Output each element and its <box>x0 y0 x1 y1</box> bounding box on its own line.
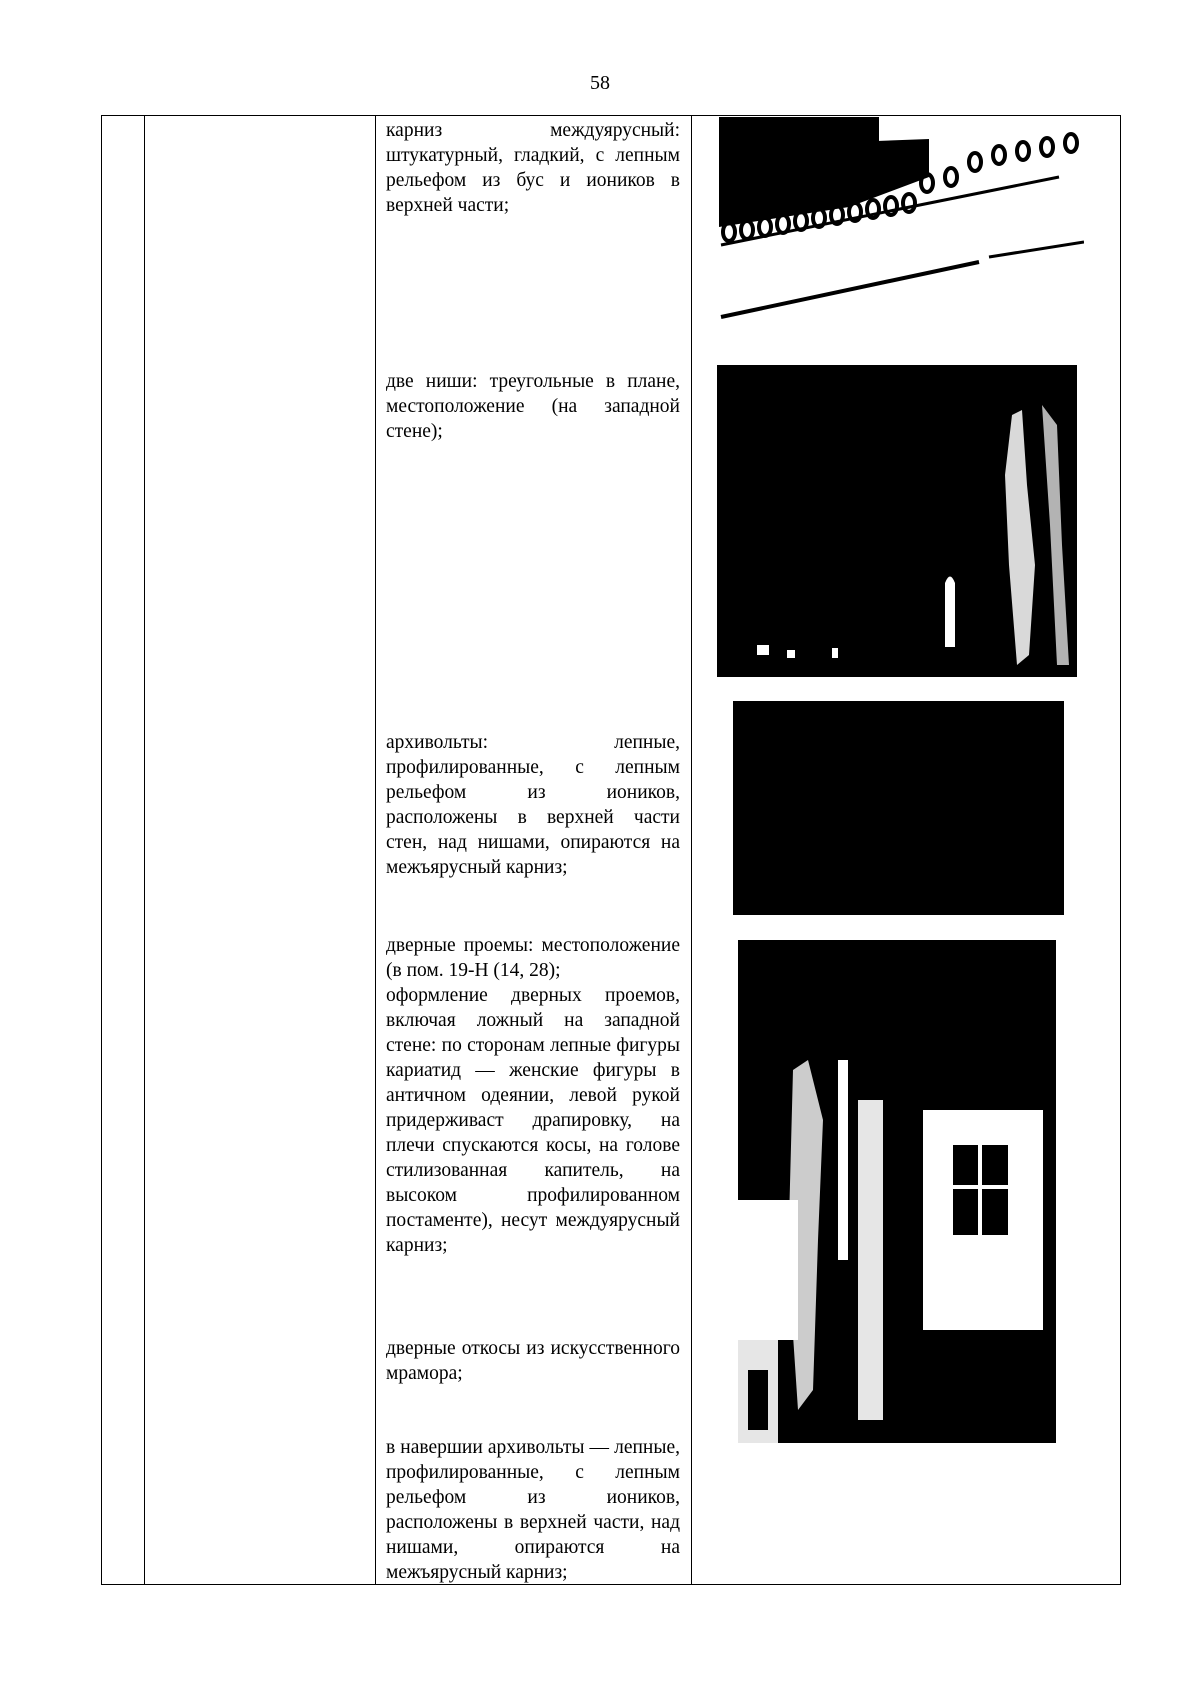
cornice-photo <box>719 117 1084 322</box>
doorway-photo <box>738 940 1056 1443</box>
item-archivolts-text: архивольты: лепные, профилированные, с лепным рельефом из иоников, расположены в верхней части стен, над нишами, опираются на межъярусный карниз; <box>386 732 680 878</box>
item-door-slopes-text: дверные откосы из искусственного мрамора; <box>386 1338 680 1384</box>
niche-photo <box>717 365 1077 677</box>
archivolt-photo <box>733 701 1064 915</box>
page-number: 58 <box>590 72 610 94</box>
item-cornice-text: карниз междуярусный: штукатурный, гладкий, с лепным рельефом из бус и иоников в верхней части; <box>386 120 680 216</box>
item-archivolt-top-text: в навершии архивольты — лепные, профилированные, с лепным рельефом из иоников, расположены в верхней части, над нишами, опираются на межъярусный карниз; <box>386 1437 680 1583</box>
column-divider <box>144 116 145 1584</box>
column-divider <box>375 116 376 1584</box>
column-divider <box>691 116 692 1584</box>
item-doorways-text: дверные проемы: местоположение (в пом. 19-Н (14, 28); оформление дверных проемов, включая ложный на западной стене: по сторонам лепные фигуры кариатид — женские фигуры в античном одеянии, левой рукой придерживаст драпировку, на плечи спускаются косы, на голове стилизованная капитель, на высоком профилированном постаменте), несут междуярусный карниз; <box>386 935 680 1256</box>
item-niches-text: две ниши: треугольные в плане, местоположение (на западной стене); <box>386 371 680 442</box>
